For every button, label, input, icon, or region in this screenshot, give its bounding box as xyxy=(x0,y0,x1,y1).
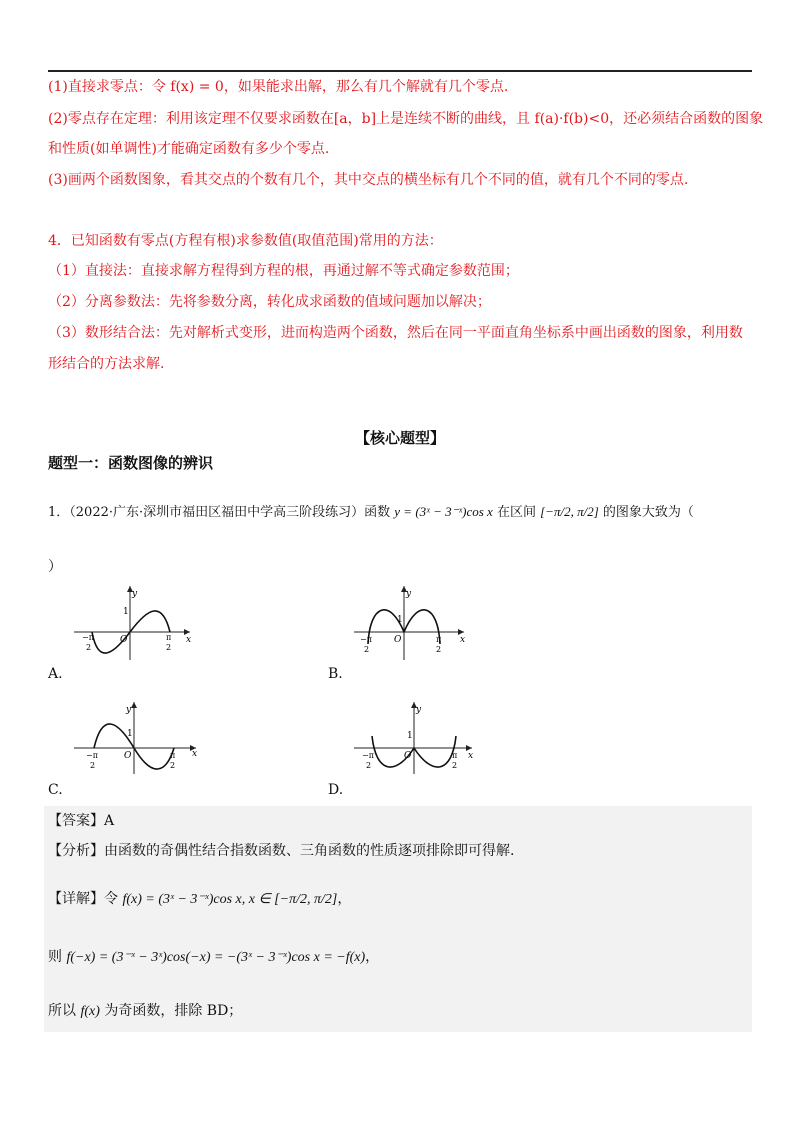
section4-item-4: 形结合的方法求解. xyxy=(48,356,165,372)
analysis-text: 由函数的奇偶性结合指数函数、三角函数的性质逐项排除即可得解. xyxy=(104,843,515,859)
conclusion-prefix: 所以 xyxy=(48,1003,76,1019)
graph-d-two: 2 xyxy=(452,761,458,770)
graph-a-one: 1 xyxy=(123,607,129,617)
detail-label: 【详解】 xyxy=(48,891,104,907)
step-comma: ， xyxy=(365,949,380,965)
question-source: （2022·广东·深圳市福田区福田中学高三阶段练习）函数 xyxy=(69,505,391,520)
top-rule xyxy=(48,70,752,72)
step-prefix: 则 xyxy=(48,949,62,965)
graph-a-pi: π xyxy=(166,633,172,642)
graph-d-y-label: y xyxy=(416,705,422,715)
step-line xyxy=(48,946,379,966)
option-a[interactable]: A. xyxy=(48,666,63,682)
conclusion-formula: f(x) xyxy=(80,1004,100,1019)
graph-d xyxy=(352,700,478,776)
option-c[interactable]: C. xyxy=(48,782,63,798)
graph-c-y-arrow xyxy=(131,702,137,708)
method-line-2: (2)零点存在定理：利用该定理不仅要求函数在[a，b]上是连续不断的曲线，且 f(a)·f(b)<0，还必须结合函数的图象 xyxy=(48,111,764,127)
graph-c-neg-two: 2 xyxy=(90,761,96,770)
graph-b-origin: O xyxy=(394,635,402,645)
method-line-1: (1)直接求零点：令 f(x) = 0，如果能求出解，那么有几个解就有几个零点. xyxy=(48,79,509,95)
graph-a-two: 2 xyxy=(166,643,172,652)
detail-prefix: 令 xyxy=(104,891,118,907)
answer-label: 【答案】 xyxy=(48,813,104,829)
core-title: 【核心题型】 xyxy=(354,429,445,447)
graph-a-y-label: y xyxy=(132,589,138,599)
graph-d-pi: π xyxy=(452,751,458,760)
graph-c-pi: π xyxy=(170,751,176,760)
method-line-3: 和性质(如单调性)才能确定函数有多少个零点. xyxy=(48,141,330,157)
graph-b-y-label: y xyxy=(406,589,412,599)
graph-b-pi: π xyxy=(436,635,442,644)
section4-item-3: （3）数形结合法：先对解析式变形，进而构造两个函数，然后在同一平面直角坐标系中画出函数的图象，利用数 xyxy=(48,325,743,341)
question-close-paren: ） xyxy=(48,559,62,575)
section4-title: 4．已知函数有零点(方程有根)求参数值(取值范围)常用的方法： xyxy=(48,233,443,249)
question-middle: 在区间 xyxy=(496,505,536,520)
option-b[interactable]: B. xyxy=(328,666,343,682)
graph-c-two: 2 xyxy=(170,761,176,770)
graph-d-x-label: x xyxy=(468,751,474,761)
graph-a-x-label: x xyxy=(186,635,192,645)
detail-line xyxy=(48,888,351,908)
graph-d-neg-two: 2 xyxy=(366,761,372,770)
graph-a-origin: O xyxy=(120,635,128,645)
option-d[interactable]: D. xyxy=(328,782,344,798)
question-interval: [−π/2, π/2] xyxy=(540,504,599,519)
graph-c-one: 1 xyxy=(127,729,133,739)
graph-c-y-label: y xyxy=(126,705,132,715)
analysis-line xyxy=(48,840,514,860)
type-heading: 题型一：函数图像的辨识 xyxy=(48,454,214,472)
graph-d-one: 1 xyxy=(407,731,413,741)
step-formula: f(−x) = (3⁻ˣ − 3ˣ)cos(−x) = −(3ˣ − 3⁻ˣ)cos x = −f(x) xyxy=(66,950,366,965)
detail-comma: ， xyxy=(337,891,352,907)
graph-b-neg-pi: −π xyxy=(360,635,372,644)
graph-d-origin: O xyxy=(404,751,412,761)
section4-item-2: （2）分离参数法：先将参数分离，转化成求函数的值域问题加以解决； xyxy=(48,294,491,310)
graph-d-neg-pi: −π xyxy=(362,751,374,760)
graph-c xyxy=(72,700,202,776)
detail-formula: f(x) = (3ˣ − 3⁻ˣ)cos x, x ∈ [−π/2, π/2] xyxy=(122,892,338,907)
question-line xyxy=(48,501,694,520)
answer-line xyxy=(48,810,114,830)
graph-c-neg-pi: −π xyxy=(86,751,98,760)
analysis-label: 【分析】 xyxy=(48,843,104,859)
graph-c-origin: O xyxy=(124,751,132,761)
graph-b-two: 2 xyxy=(436,645,442,654)
graph-c-x-label: x xyxy=(192,749,198,759)
graph-b xyxy=(352,584,470,664)
graph-a-neg-two: 2 xyxy=(86,643,92,652)
graph-a-neg-pi: −π xyxy=(82,633,94,642)
graph-b-x-label: x xyxy=(460,635,466,645)
graph-b-neg-two: 2 xyxy=(364,645,370,654)
conclusion-line xyxy=(48,1000,242,1020)
method-line-4: (3)画两个函数图象，看其交点的个数有几个，其中交点的横坐标有几个不同的值，就有几个不同的零点. xyxy=(48,172,689,188)
question-number: 1． xyxy=(48,505,70,520)
graph-b-one: 1 xyxy=(397,615,403,625)
conclusion-text: 为奇函数，排除 BD； xyxy=(104,1003,243,1019)
graph-a xyxy=(68,584,198,664)
answer-value: A xyxy=(104,813,115,829)
question-function: y = (3ˣ − 3⁻ˣ)cos x xyxy=(394,504,493,519)
question-tail: 的图象大致为（ xyxy=(602,505,694,520)
section4-item-1: （1）直接法：直接求解方程得到方程的根，再通过解不等式确定参数范围； xyxy=(48,263,519,279)
